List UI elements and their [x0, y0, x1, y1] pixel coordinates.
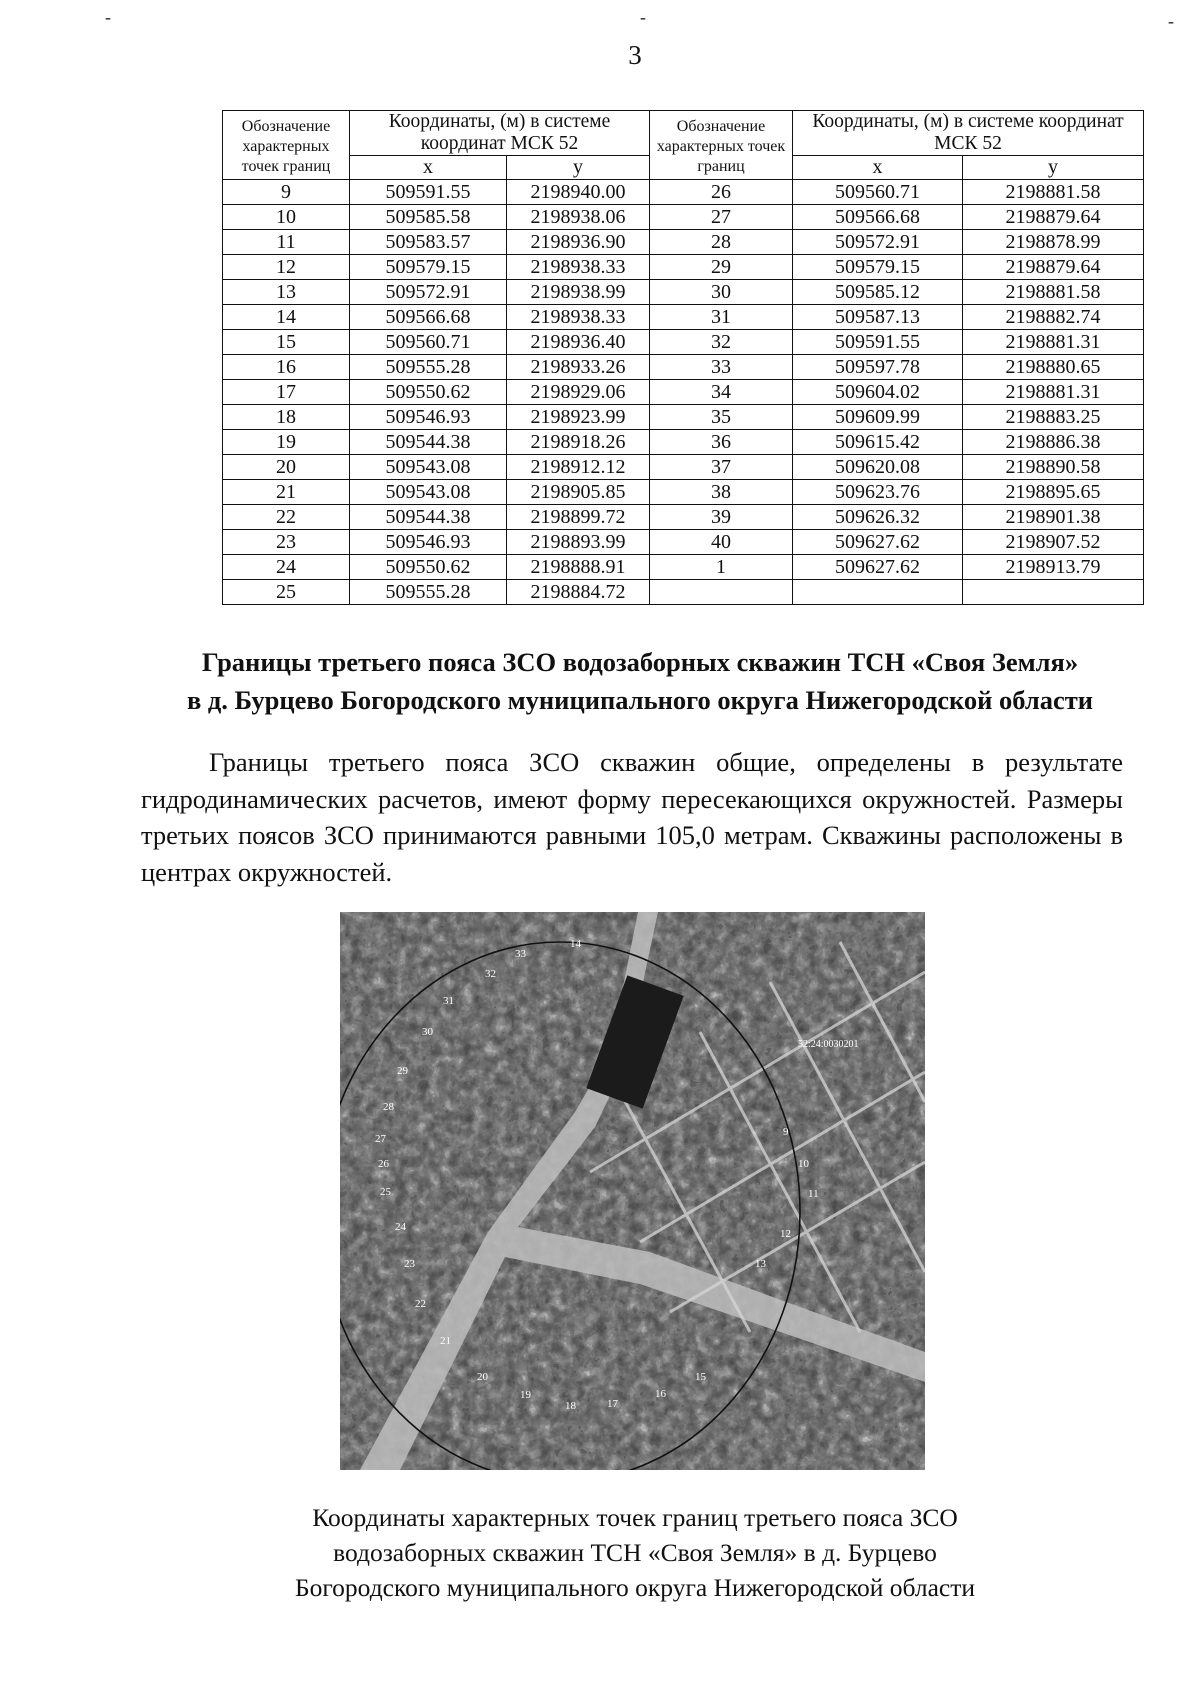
x-value: 509591.55	[793, 330, 963, 355]
aerial-map	[340, 912, 925, 1470]
table-row	[223, 455, 1144, 480]
y-value: 2198901.38	[963, 505, 1144, 530]
y-value: 2198888.91	[507, 555, 650, 580]
heading-line: в д. Бурцево Богородского муниципального округа Нижегородской области	[186, 685, 1094, 715]
x-value: 509555.28	[350, 580, 507, 605]
y-value: 2198881.31	[963, 330, 1144, 355]
table-row	[223, 205, 1144, 230]
figure-caption	[180, 1500, 1090, 1605]
table-row	[223, 380, 1144, 405]
x-value: 509597.78	[793, 355, 963, 380]
y-value	[963, 580, 1144, 605]
scan-speck: -	[640, 7, 646, 27]
point-id: 30	[650, 280, 793, 305]
point-id: 19	[223, 430, 350, 455]
point-label-header: Обозначение характерных точек границ	[223, 111, 350, 180]
map-label: 30	[422, 1026, 433, 1038]
map-label: 33	[515, 948, 526, 960]
x-value: 509579.15	[793, 255, 963, 280]
point-id: 21	[223, 480, 350, 505]
map-label: 31	[443, 995, 454, 1007]
y-value: 2198893.99	[507, 530, 650, 555]
x-header: x	[793, 156, 963, 180]
map-label: 18	[565, 1400, 576, 1412]
x-value: 509555.28	[350, 355, 507, 380]
map-label: 32	[485, 968, 496, 980]
point-id: 15	[223, 330, 350, 355]
caption-line: водозаборных скважин ТСН «Своя Земля» в д. Бурцево	[333, 1538, 937, 1567]
point-id: 22	[223, 505, 350, 530]
x-value: 509572.91	[350, 280, 507, 305]
table-row	[223, 305, 1144, 330]
x-value: 509560.71	[793, 180, 963, 205]
map-label: 13	[755, 1258, 766, 1270]
point-id: 32	[650, 330, 793, 355]
x-value: 509585.12	[793, 280, 963, 305]
y-value: 2198882.74	[963, 305, 1144, 330]
point-id: 12	[223, 255, 350, 280]
table-row	[223, 230, 1144, 255]
y-value: 2198938.06	[507, 205, 650, 230]
point-label-header: Обозначение характерных точек границ	[650, 111, 793, 180]
map-label: 22	[415, 1298, 426, 1310]
point-id: 10	[223, 205, 350, 230]
map-label: 28	[383, 1101, 394, 1113]
x-value: 509543.08	[350, 480, 507, 505]
scan-speck: -	[105, 7, 111, 27]
x-value: 509587.13	[793, 305, 963, 330]
y-value: 2198938.33	[507, 255, 650, 280]
map-label: 9	[783, 1126, 789, 1138]
map-label: 19	[520, 1389, 531, 1401]
y-value: 2198933.26	[507, 355, 650, 380]
x-value: 509615.42	[793, 430, 963, 455]
y-value: 2198878.99	[963, 230, 1144, 255]
page-number: 3	[628, 40, 642, 70]
x-value: 509560.71	[350, 330, 507, 355]
y-value: 2198938.99	[507, 280, 650, 305]
map-label: 20	[477, 1371, 488, 1383]
table-row	[223, 255, 1144, 280]
point-id: 33	[650, 355, 793, 380]
y-value: 2198907.52	[963, 530, 1144, 555]
y-value: 2198918.26	[507, 430, 650, 455]
x-value: 509543.08	[350, 455, 507, 480]
map-label: 29	[397, 1065, 408, 1077]
caption-line: Координаты характерных точек границ третьего пояса ЗСО	[312, 1503, 958, 1532]
point-id: 16	[223, 355, 350, 380]
point-id: 25	[223, 580, 350, 605]
y-value: 2198929.06	[507, 380, 650, 405]
caption-line: Богородского муниципального округа Нижегородской области	[294, 1573, 976, 1602]
point-id: 23	[223, 530, 350, 555]
map-label: 14	[570, 938, 581, 950]
x-value: 509550.62	[350, 555, 507, 580]
y-value: 2198899.72	[507, 505, 650, 530]
map-label: 11	[808, 1188, 819, 1200]
y-value: 2198883.25	[963, 405, 1144, 430]
y-value: 2198881.31	[963, 380, 1144, 405]
x-value: 509583.57	[350, 230, 507, 255]
map-label: 23	[404, 1258, 415, 1270]
map-label: 21	[440, 1335, 451, 1347]
y-value: 2198879.64	[963, 255, 1144, 280]
y-value: 2198938.33	[507, 305, 650, 330]
x-value: 509566.68	[793, 205, 963, 230]
map-label: 17	[607, 1398, 618, 1410]
point-id: 36	[650, 430, 793, 455]
point-id: 17	[223, 380, 350, 405]
y-value: 2198884.72	[507, 580, 650, 605]
point-id: 38	[650, 480, 793, 505]
scan-speck: -	[1168, 11, 1174, 31]
table-row	[223, 330, 1144, 355]
x-value: 509544.38	[350, 505, 507, 530]
section-heading	[120, 643, 1160, 719]
y-header: y	[507, 156, 650, 180]
point-id: 26	[650, 180, 793, 205]
coord-system-header: Координаты, (м) в системе координат МСК 52	[793, 111, 1144, 156]
parcel-code: 52:24:0030201	[798, 1039, 859, 1050]
point-id: 14	[223, 305, 350, 330]
table-row	[223, 430, 1144, 455]
point-id: 34	[650, 380, 793, 405]
table-row	[223, 405, 1144, 430]
point-id: 37	[650, 455, 793, 480]
x-value: 509591.55	[350, 180, 507, 205]
y-value: 2198913.79	[963, 555, 1144, 580]
point-id: 29	[650, 255, 793, 280]
point-id: 20	[223, 455, 350, 480]
y-value: 2198881.58	[963, 280, 1144, 305]
table-row	[223, 530, 1144, 555]
coord-system-header: Координаты, (м) в системе координат МСК 52	[350, 111, 650, 156]
point-id: 40	[650, 530, 793, 555]
y-value: 2198905.85	[507, 480, 650, 505]
table-row	[223, 280, 1144, 305]
point-id: 27	[650, 205, 793, 230]
point-id: 13	[223, 280, 350, 305]
table-row	[223, 555, 1144, 580]
y-value: 2198912.12	[507, 455, 650, 480]
point-id	[650, 580, 793, 605]
table-row	[223, 480, 1144, 505]
map-label: 16	[655, 1388, 666, 1400]
table-row	[223, 355, 1144, 380]
x-value: 509626.32	[793, 505, 963, 530]
x-value: 509550.62	[350, 380, 507, 405]
coordinates-table-body	[223, 180, 1144, 605]
table-row	[223, 180, 1144, 205]
x-value: 509627.62	[793, 555, 963, 580]
y-value: 2198923.99	[507, 405, 650, 430]
y-value: 2198879.64	[963, 205, 1144, 230]
x-value: 509546.93	[350, 405, 507, 430]
map-label: 24	[395, 1221, 406, 1233]
x-value: 509585.58	[350, 205, 507, 230]
point-id: 11	[223, 230, 350, 255]
coordinates-table	[222, 110, 1144, 605]
x-value: 509627.62	[793, 530, 963, 555]
y-value: 2198895.65	[963, 480, 1144, 505]
x-value: 509544.38	[350, 430, 507, 455]
x-value	[793, 580, 963, 605]
point-id: 1	[650, 555, 793, 580]
x-value: 509609.99	[793, 405, 963, 430]
point-id: 31	[650, 305, 793, 330]
y-header: y	[963, 156, 1144, 180]
map-label: 27	[375, 1133, 386, 1145]
map-label: 10	[798, 1158, 809, 1170]
y-value: 2198880.65	[963, 355, 1144, 380]
point-id: 24	[223, 555, 350, 580]
body-paragraph	[141, 744, 1123, 890]
x-value: 509546.93	[350, 530, 507, 555]
x-header: x	[350, 156, 507, 180]
body-paragraph-text: Границы третьего пояса ЗСО скважин общие, определены в результате гидродинамических расчетов, имеют форму пересекающихся окружностей. Размеры третьих поясов ЗСО принимаются равными 105,0 метрам. Скважины расположены в центрах окружностей.	[141, 747, 1123, 887]
y-value: 2198936.90	[507, 230, 650, 255]
table-row	[223, 580, 1144, 605]
map-label: 12	[780, 1228, 791, 1240]
x-value: 509572.91	[793, 230, 963, 255]
map-label: 26	[378, 1158, 389, 1170]
x-value: 509566.68	[350, 305, 507, 330]
y-value: 2198936.40	[507, 330, 650, 355]
point-id: 39	[650, 505, 793, 530]
point-id: 18	[223, 405, 350, 430]
x-value: 509604.02	[793, 380, 963, 405]
y-value: 2198890.58	[963, 455, 1144, 480]
map-label: 25	[380, 1186, 391, 1198]
point-id: 9	[223, 180, 350, 205]
heading-line: Границы третьего пояса ЗСО водозаборных скважин ТСН «Своя Земля»	[201, 647, 1079, 677]
x-value: 509620.08	[793, 455, 963, 480]
table-row	[223, 505, 1144, 530]
y-value: 2198940.00	[507, 180, 650, 205]
point-id: 35	[650, 405, 793, 430]
x-value: 509579.15	[350, 255, 507, 280]
map-label: 15	[695, 1371, 706, 1383]
point-id: 28	[650, 230, 793, 255]
y-value: 2198886.38	[963, 430, 1144, 455]
y-value: 2198881.58	[963, 180, 1144, 205]
aerial-photo	[340, 912, 925, 1470]
x-value: 509623.76	[793, 480, 963, 505]
